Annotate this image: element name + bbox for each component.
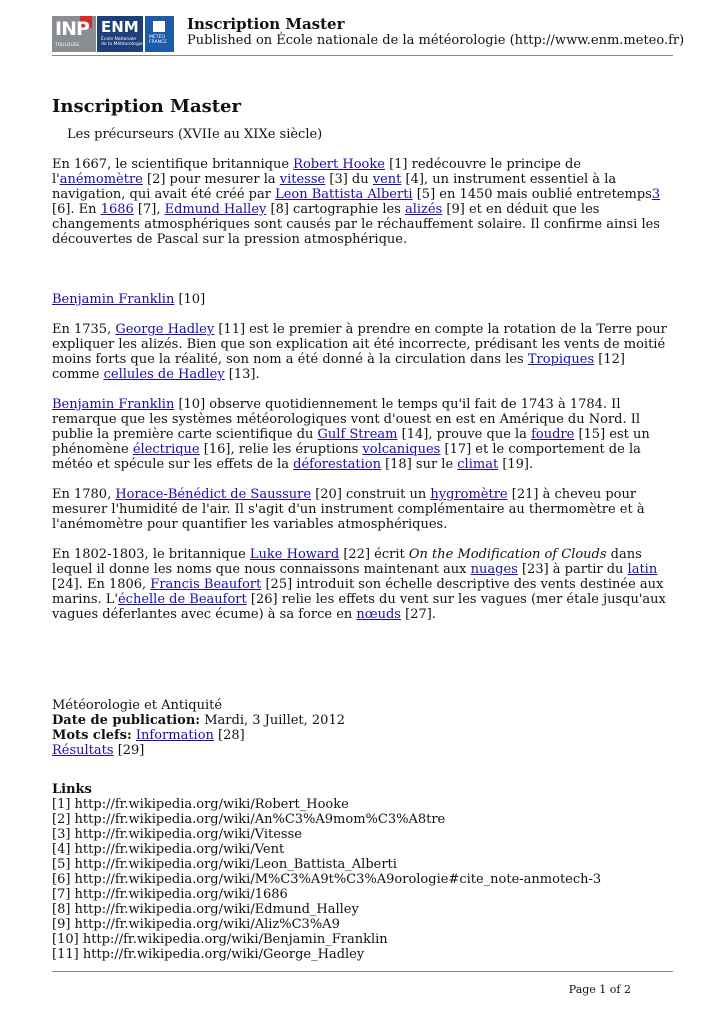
links-list (52, 797, 673, 962)
text: [10] (174, 292, 206, 307)
link-alizes[interactable]: alizés (404, 202, 443, 217)
text: [10] observe quotidiennement le temps qu'il fait de 1743 à 1784. Il remarque que les systèmes météorologiques vont d'ouest en est en Amérique du Nord. Il publie la première carte scientifique du (52, 397, 641, 442)
section-intro: Les précurseurs (XVIIe au XIXe siècle) (67, 127, 323, 142)
text: [1] redécouvre le principe de l' (52, 157, 582, 187)
text: dans lequel il donne les noms que nous connaissons maintenant aux (52, 547, 642, 577)
text: [18] sur le (380, 457, 458, 472)
link-gulf-stream[interactable]: Gulf Stream (317, 427, 398, 442)
text: [19]. (498, 457, 534, 472)
text: [24]. En 1806, (52, 577, 151, 592)
text: [9] et en déduit que les changements atmosphériques sont causés par le réchauffement solaire. Il confirme ainsi les découvertes de Pascal sur la pression atmosphérique. (52, 202, 660, 247)
header-title: Inscription Master (187, 15, 345, 33)
link-reference: [1] http://fr.wikipedia.org/wiki/Robert_Hooke (52, 797, 349, 812)
logo-group (52, 16, 174, 52)
link-luke-howard[interactable]: Luke Howard (249, 547, 340, 562)
enm-logo-subtext: École Nationale de la Météorologie (101, 37, 143, 47)
link-deforestation[interactable]: déforestation (293, 457, 381, 472)
meteo-france-logo-text: MÉTÉO FRANCE (149, 35, 167, 45)
link-foudre[interactable]: foudre (531, 427, 575, 442)
text: [14], prouve que la (397, 427, 532, 442)
link-reference: [11] http://fr.wikipedia.org/wiki/George_Hadley (52, 947, 365, 962)
enm-logo (97, 16, 143, 52)
link-reference: [7] http://fr.wikipedia.org/wiki/1686 (52, 887, 288, 902)
link-francis-beaufort[interactable]: Francis Beaufort (150, 577, 262, 592)
link-robert-hooke[interactable]: Robert Hooke (293, 157, 385, 172)
link-noeuds[interactable]: nœuds (356, 607, 401, 622)
paragraph-franklin (52, 397, 673, 472)
meta-keywords-2 (52, 743, 673, 758)
text: [17] et le comportement de la météo et spécule sur les effets de la (52, 442, 641, 472)
inp-logo (52, 16, 96, 52)
footer-divider (52, 971, 673, 972)
text: [25] introduit son échelle descriptive des vents destinée aux marins. L' (52, 577, 664, 607)
link-hygrometre[interactable]: hygromètre (430, 487, 508, 502)
paragraph-howard (52, 547, 673, 622)
text: [7], (133, 202, 165, 217)
spacer (52, 262, 673, 292)
text: En 1802-1803, le britannique (52, 547, 250, 562)
link-horace-benedict-de-saussure[interactable]: Horace-Bénédict de Saussure (115, 487, 312, 502)
text: [20] construit un (311, 487, 431, 502)
meta-date (52, 713, 673, 728)
link-volcaniques[interactable]: volcaniques (362, 442, 441, 457)
link-vent[interactable]: vent (372, 172, 402, 187)
meta-keywords-label: Mots clefs: (52, 728, 132, 743)
header-divider (52, 55, 673, 56)
text: [23] à partir du (517, 562, 628, 577)
link-climat[interactable]: climat (457, 457, 499, 472)
text: En 1735, (52, 322, 116, 337)
text: [28] (213, 728, 245, 743)
link-reference: [6] http://fr.wikipedia.org/wiki/M%C3%A9t%C3%A9orologie#cite_note-anmotech-3 (52, 872, 602, 887)
header-published: Published on École nationale de la météorologie (http://www.enm.meteo.fr) (187, 33, 685, 48)
keyword-link-information[interactable]: Information (135, 728, 214, 743)
text: [5] en 1450 mais oublié entretemps (412, 187, 652, 202)
book-title: On the Modification of Clouds (408, 547, 607, 562)
link-reference: [8] http://fr.wikipedia.org/wiki/Edmund_Halley (52, 902, 359, 917)
keyword-link-resultats[interactable]: Résultats (52, 743, 114, 758)
page-number: Page 1 of 2 (568, 983, 631, 996)
paragraph-hadley (52, 322, 673, 382)
link-nuages[interactable]: nuages (470, 562, 518, 577)
paragraph-franklin-heading (52, 292, 673, 307)
page-header (52, 15, 685, 55)
inp-logo-subtext: TOULOUSE (55, 43, 80, 48)
meta-date-value: Mardi, 3 Juillet, 2012 (200, 713, 345, 728)
enm-logo-text: ENM (101, 18, 139, 36)
text: [11] est le premier à prendre en compte la rotation de la Terre pour expliquer les alizés. Bien que son explication ait été incorrecte, prédisant les vents de moitié moins forts que la réalité, son nom a été donné à la circulation dans les (52, 322, 667, 367)
link-leon-battista-alberti[interactable]: Leon Battista Alberti (275, 187, 413, 202)
text: [27]. (400, 607, 436, 622)
text: [15] est un phénomène (52, 427, 650, 457)
link-benjamin-franklin[interactable]: Benjamin Franklin (52, 292, 175, 307)
link-anemometre[interactable]: anémomètre (59, 172, 143, 187)
link-footnote-3[interactable]: 3 (651, 187, 661, 202)
inp-logo-text: INP (55, 18, 89, 40)
link-1686[interactable]: 1686 (100, 202, 134, 217)
link-george-hadley[interactable]: George Hadley (115, 322, 215, 337)
link-reference: [5] http://fr.wikipedia.org/wiki/Leon_Battista_Alberti (52, 857, 397, 872)
text: En 1780, (52, 487, 116, 502)
text: [2] pour mesurer la (142, 172, 280, 187)
paragraph-hooke (52, 157, 673, 247)
meta-date-label: Date de publication: (52, 713, 201, 728)
article-body (52, 96, 673, 962)
link-electrique[interactable]: électrique (132, 442, 200, 457)
meta-category: Météorologie et Antiquité (52, 698, 223, 713)
link-reference: [4] http://fr.wikipedia.org/wiki/Vent (52, 842, 285, 857)
text: [29] (113, 743, 145, 758)
text: [12] comme (52, 352, 625, 382)
link-vitesse[interactable]: vitesse (279, 172, 326, 187)
text: En 1667, le scientifique britannique (52, 157, 294, 172)
spacer (52, 637, 673, 698)
meta-keywords (52, 728, 673, 743)
link-reference: [10] http://fr.wikipedia.org/wiki/Benjamin_Franklin (52, 932, 388, 947)
article-meta (52, 698, 673, 758)
meteo-france-logo (145, 16, 174, 52)
link-latin[interactable]: latin (627, 562, 658, 577)
link-tropiques[interactable]: Tropiques (527, 352, 595, 367)
text: [22] écrit (339, 547, 409, 562)
text: [13]. (224, 367, 260, 382)
link-reference: [3] http://fr.wikipedia.org/wiki/Vitesse (52, 827, 302, 842)
text: [6]. En (52, 202, 101, 217)
link-reference: [9] http://fr.wikipedia.org/wiki/Aliz%C3%A9 (52, 917, 340, 932)
link-edmund-halley[interactable]: Edmund Halley (164, 202, 267, 217)
text: [26] relie les effets du vent sur les vagues (mer étale jusqu'aux vagues déferlantes avec écume) à sa force en (52, 592, 666, 622)
paragraph-saussure (52, 487, 673, 532)
page-title: Inscription Master (52, 96, 241, 117)
links-heading: Links (52, 782, 92, 797)
link-reference: [2] http://fr.wikipedia.org/wiki/An%C3%A9mom%C3%A8tre (52, 812, 446, 827)
meteo-france-mark-icon (153, 21, 165, 32)
text: [8] cartographie les (266, 202, 405, 217)
text: [21] à cheveu pour mesurer l'humidité de l'air. Il s'agit d'un instrument complémentaire au thermomètre et à l'anémomètre pour quantifier les variables atmosphériques. (52, 487, 645, 532)
link-cellules-de-hadley[interactable]: cellules de Hadley (103, 367, 225, 382)
text: [16], relie les éruptions (199, 442, 363, 457)
text: [4], un instrument essentiel à la navigation, qui avait été créé par (52, 172, 617, 202)
link-benjamin-franklin[interactable]: Benjamin Franklin (52, 397, 175, 412)
text: [3] du (325, 172, 373, 187)
link-echelle-de-beaufort[interactable]: échelle de Beaufort (117, 592, 247, 607)
